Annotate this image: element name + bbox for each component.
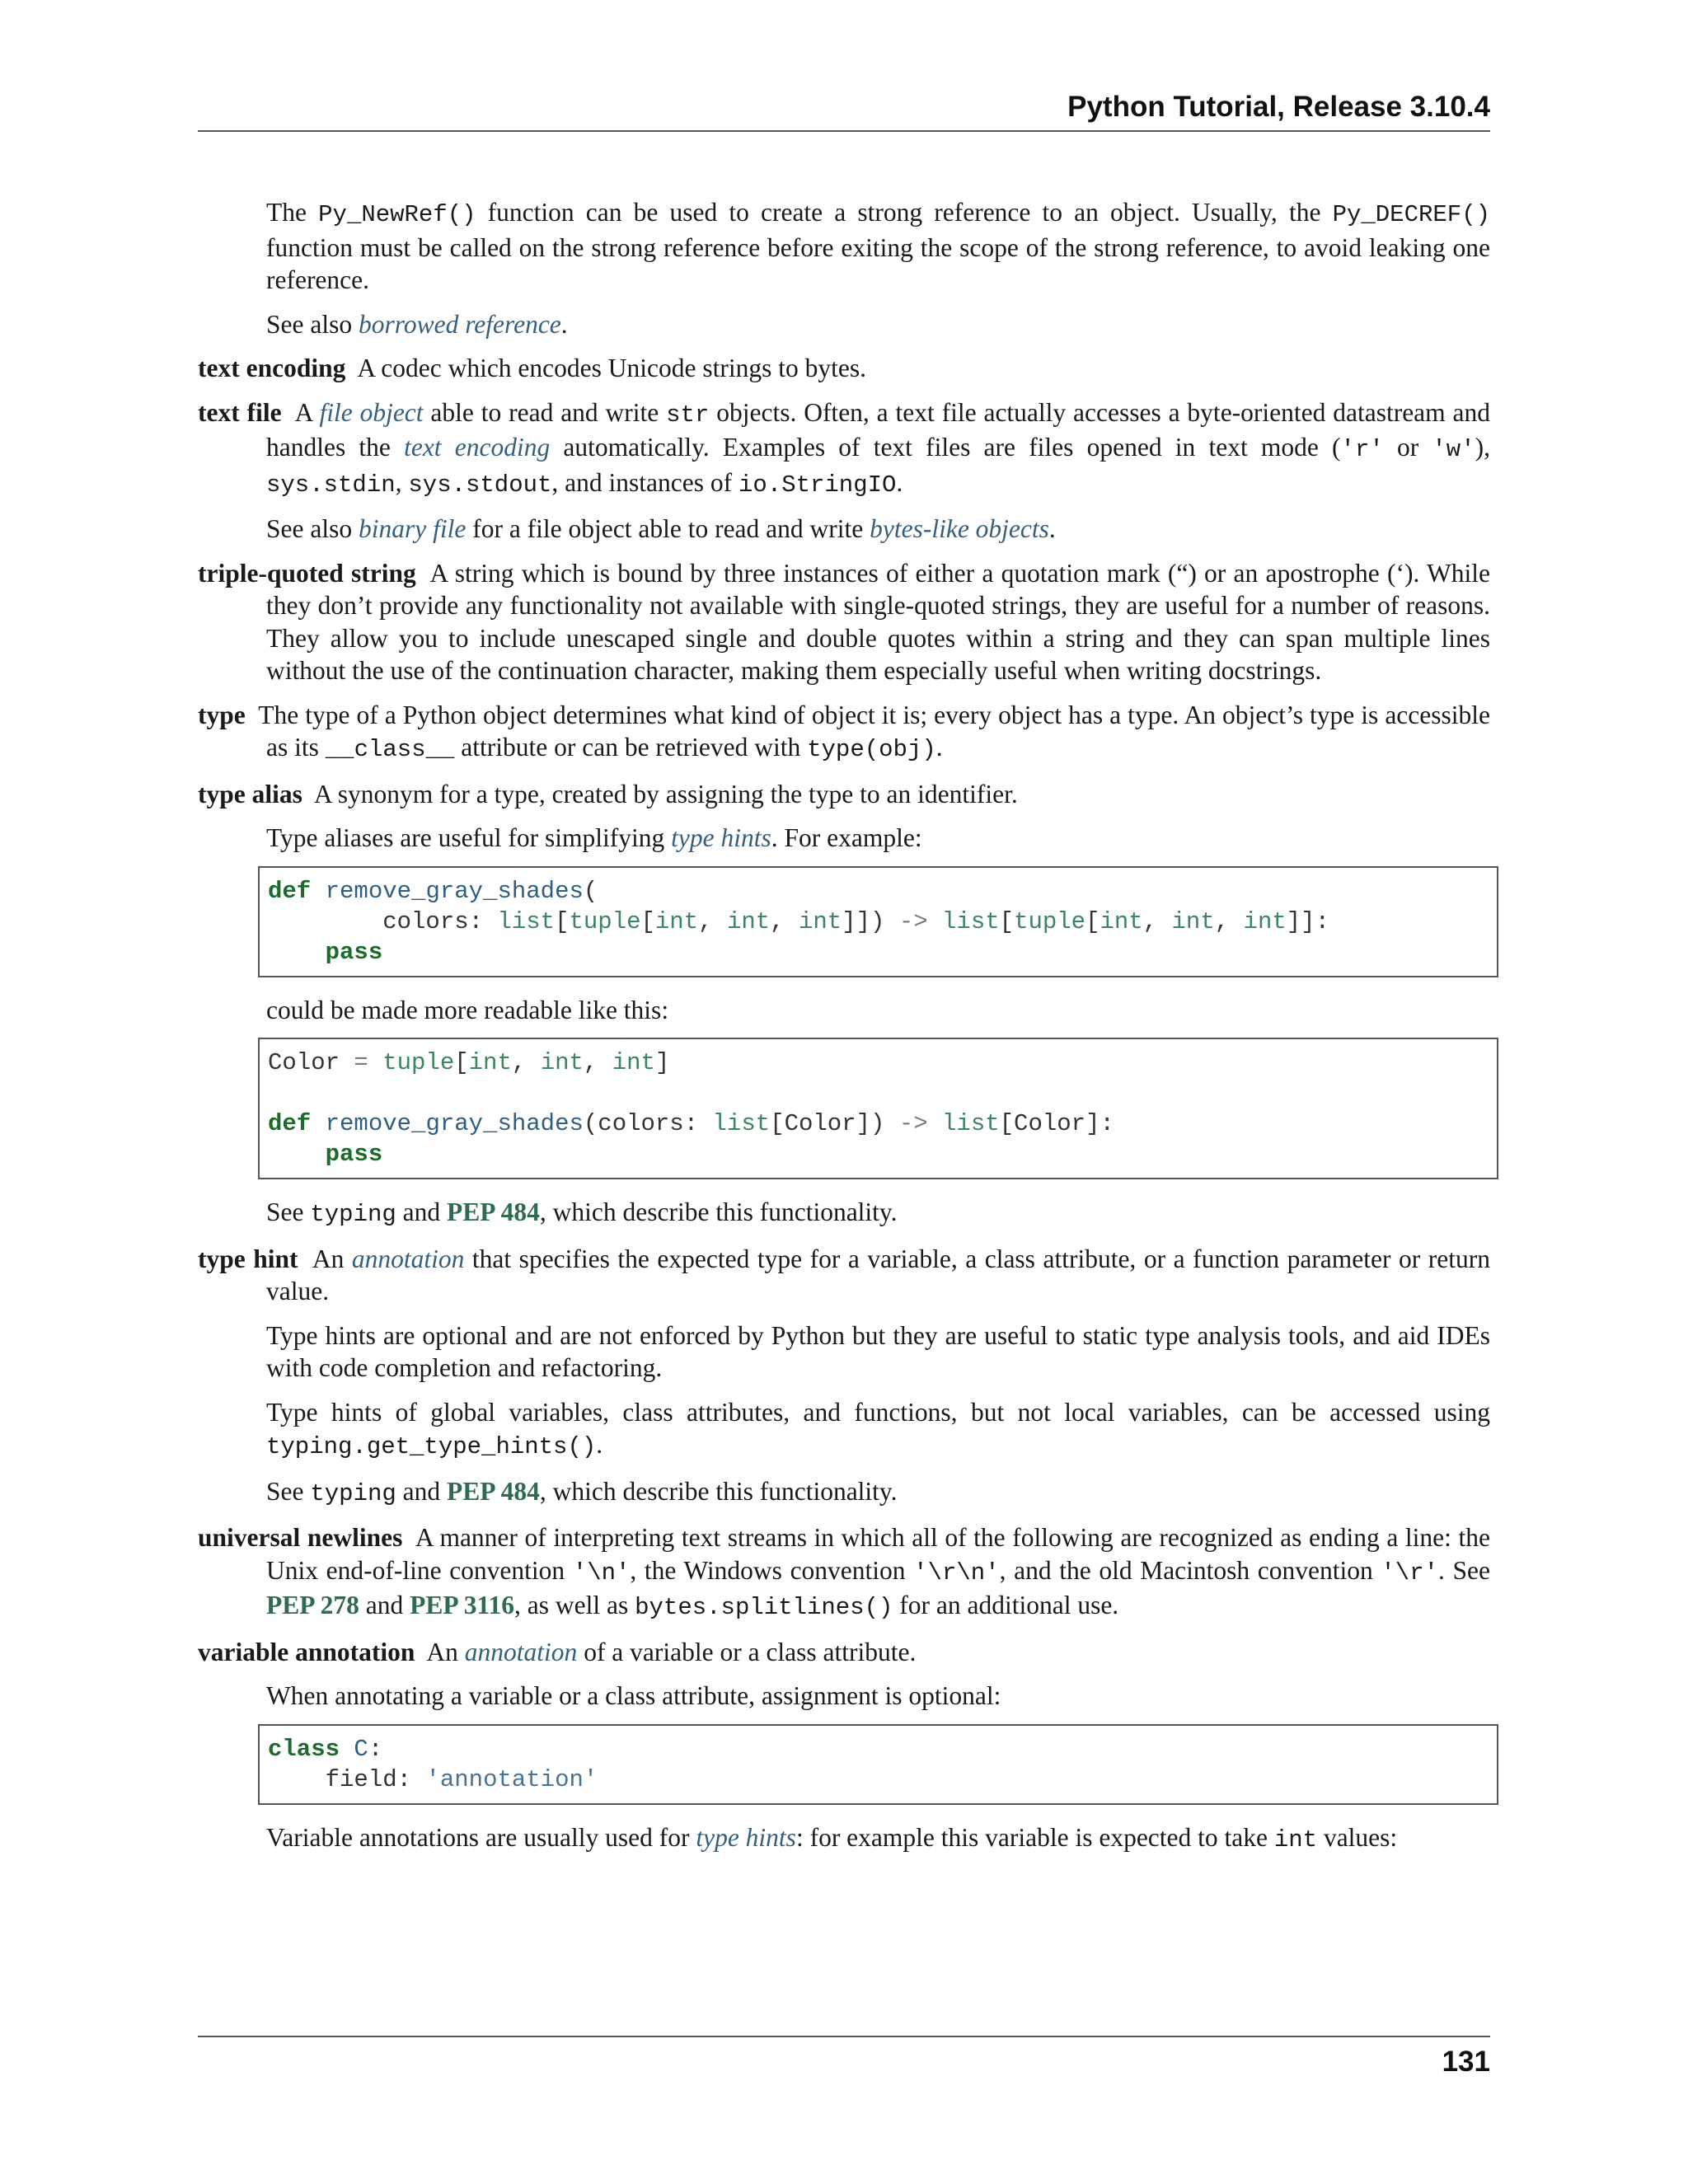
code-py-decref: Py_DECREF() [1332, 201, 1490, 228]
term-text-encoding: text encoding [198, 354, 346, 382]
code-py-newref: Py_NewRef() [318, 201, 476, 228]
entry-text-file: text file A file object able to read and write str objects. Often, a text file actually accesses a byte-oriented datastream and handles the text encoding automatically. Examples of text files are files opened in text mode ('r' or 'w'), sys.stdin, sys.stdout, and instances of io.StringIO. [198, 397, 1491, 499]
header-title: Python Tutorial, Release 3.10.4 [1067, 91, 1490, 123]
link-pep-3116[interactable]: PEP 3116 [410, 1591, 515, 1619]
entry-triple-quoted-string: triple-quoted string A string which is bound by three instances of either a quotation mark (“) or an apostrophe (‘). While they don’t provide any functionality not available with single-quoted strings, they are useful for a number of reasons. They allow you to include unescaped single and double quotes within a string and they can span multiple lines without the use of the continuation character, making them especially useful when writing docstrings. [198, 558, 1490, 685]
link-file-object[interactable]: file object [319, 397, 424, 427]
variable-annotation-paragraph-1: When annotating a variable or a class attribute, assignment is optional: [266, 1681, 1001, 1710]
running-footer [198, 2036, 1490, 2079]
link-annotation[interactable]: annotation [351, 1244, 465, 1273]
link-pep-484-2[interactable]: PEP 484 [447, 1476, 540, 1506]
type-hint-paragraph-2: Type hints of global variables, class attributes, and functions, but not local variables, can be accessed using typing.get_type_hints(). [266, 1397, 1490, 1460]
link-borrowed-reference[interactable]: borrowed reference [358, 309, 561, 339]
type-alias-paragraph-2: could be made more readable like this: [266, 995, 669, 1024]
page-number: 131 [1442, 2046, 1490, 2078]
entry-text-encoding: text encoding A codec which encodes Unicode strings to bytes. [198, 354, 866, 382]
link-pep-484[interactable]: PEP 484 [447, 1197, 540, 1226]
link-annotation-2[interactable]: annotation [464, 1637, 578, 1666]
link-binary-file[interactable]: binary file [358, 514, 467, 543]
term-type: type [198, 700, 246, 729]
entry-type-alias: type alias A synonym for a type, created by assigning the type to an identifier. [198, 779, 1018, 808]
code-block-type-alias-2: Color = tuple[int, int, int] def remove_gray_shades(colors: list[Color]) -> list[Color]: pass [258, 1038, 1498, 1179]
type-alias-paragraph-1: Type aliases are useful for simplifying type hints. For example: [266, 823, 922, 852]
term-variable-annotation: variable annotation [198, 1637, 415, 1666]
term-universal-newlines: universal newlines [198, 1523, 403, 1552]
link-pep-278[interactable]: PEP 278 [266, 1591, 359, 1619]
code-block-type-alias-1: def remove_gray_shades( colors: list[tuple[int, int, int]]) -> list[tuple[int, int, int]]: pass [258, 866, 1498, 977]
term-triple-quoted-string: triple-quoted string [198, 558, 416, 588]
type-hint-paragraph-1: Type hints are optional and are not enforced by Python but they are useful to static type analysis tools, and aid IDEs with code completion and refactoring. [266, 1320, 1490, 1382]
running-header [198, 91, 1490, 132]
code-block-variable-annotation: class C: field: 'annotation' [258, 1724, 1498, 1805]
entry-universal-newlines: universal newlines A manner of interpreting text streams in which all of the following are recognized as ending a line: the Unix end-of-line convention '\n', the Windows convention '\r\n', and the old Macintosh convention '\r'. See PEP 278 and PEP 3116, as well as bytes.splitlines() for an additional use. [198, 1523, 1491, 1621]
entry-type-hint: type hint An annotation that specifies the expected type for a variable, a class attribute, or a function parameter or return value. [198, 1244, 1490, 1305]
type-hint-see: See typing and PEP 484, which describe this functionality. [266, 1476, 898, 1507]
newref-paragraph: The Py_NewRef() function can be used to create a strong reference to an object. Usually, the Py_DECREF() function must be called on the strong reference before exiting the scope of the strong reference, to avoid leaking one reference. [266, 198, 1490, 294]
term-type-hint: type hint [198, 1244, 298, 1273]
glossary-content [198, 196, 1490, 1856]
link-type-hints-2[interactable]: type hints [696, 1822, 796, 1852]
term-type-alias: type alias [198, 779, 302, 808]
link-bytes-like-objects[interactable]: bytes-like objects [870, 514, 1049, 543]
entry-type: type The type of a Python object determines what kind of object it is; every object has a type. An object’s type is accessible as its __class__ attribute or can be retrieved with type(obj). [198, 700, 1490, 763]
term-text-file: text file [198, 397, 282, 427]
link-type-hints[interactable]: type hints [671, 823, 771, 852]
link-text-encoding[interactable]: text encoding [404, 433, 551, 462]
variable-annotation-paragraph-2: Variable annotations are usually used for type hints: for example this variable is expected to take int values: [266, 1822, 1398, 1854]
text-file-see-also: See also binary file for a file object able to read and write bytes-like objects. [266, 514, 1056, 543]
entry-variable-annotation: variable annotation An annotation of a variable or a class attribute. [198, 1637, 917, 1666]
type-alias-see: See typing and PEP 484, which describe this functionality. [266, 1197, 898, 1228]
newref-see-also: See also borrowed reference. [266, 309, 568, 339]
